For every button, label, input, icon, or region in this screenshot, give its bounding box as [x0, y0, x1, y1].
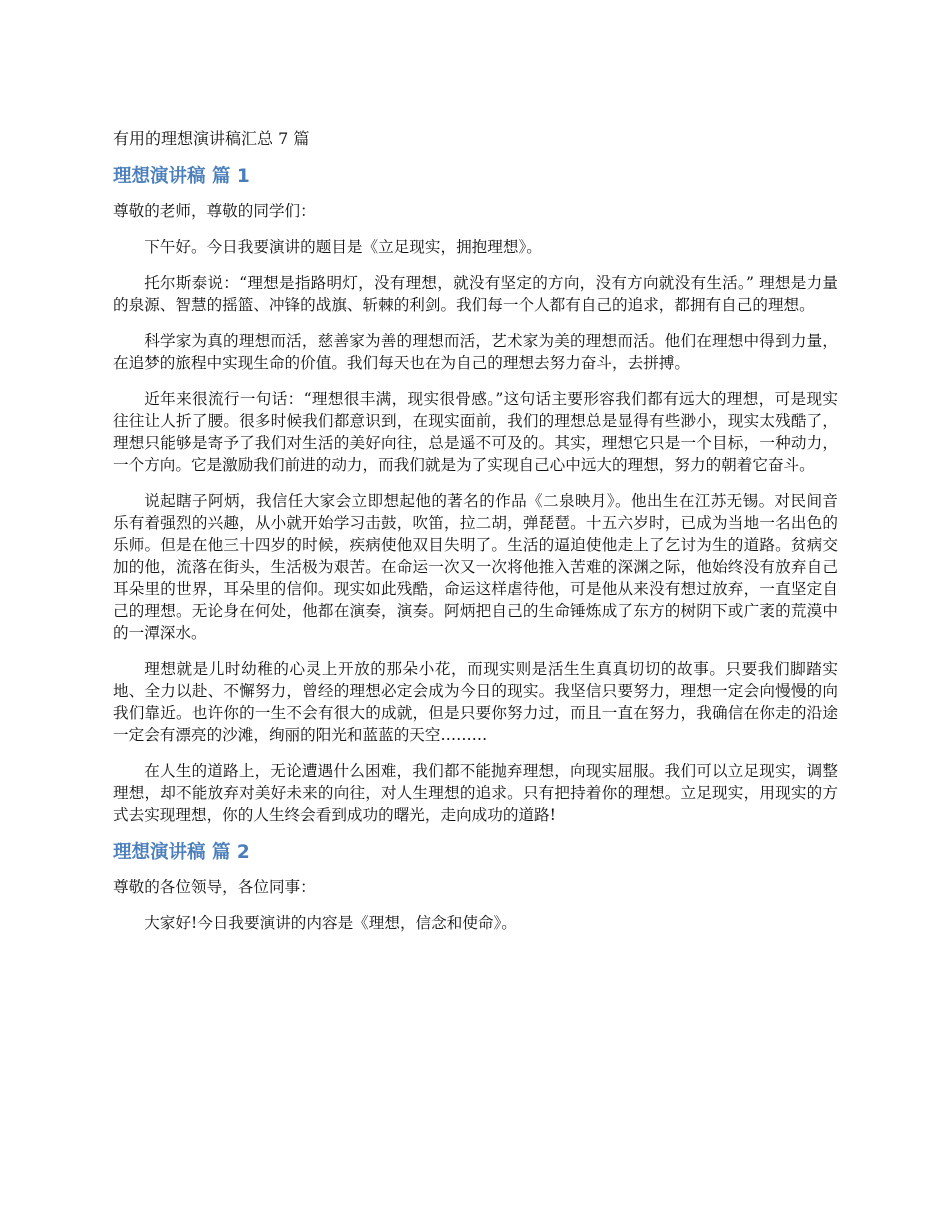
paragraph: 托尔斯泰说：“理想是指路明灯，没有理想，就没有坚定的方向，没有方向就没有生活。” 理想是力量的泉源、智慧的摇篮、冲锋的战旗、斩棘的利剑。我们每一个人都有自己的追求，都拥有自己的理想。	[113, 274, 838, 314]
section-heading: 理想演讲稿 篇 2	[113, 842, 250, 863]
paragraph: 科学家为真的理想而活，慈善家为善的理想而活，艺术家为美的理想而活。他们在理想中得到力量，在追梦的旅程中实现生命的价值。我们每天也在为自己的理想去努力奋斗，去拼搏。	[113, 332, 838, 372]
salutation: 尊敬的老师，尊敬的同学们：	[113, 202, 316, 220]
paragraph: 在人生的道路上，无论遭遇什么困难，我们都不能抛弃理想，向现实屈服。我们可以立足现实，调整理想，却不能放弃对美好未来的向往，对人生理想的追求。只有把持着你的理想。立足现实，用现实的方式去实现理想，你的人生终会看到成功的曙光，走向成功的道路!	[113, 762, 838, 824]
paragraph: 大家好!今日我要演讲的内容是《理想，信念和使命》。	[144, 914, 517, 932]
section-heading: 理想演讲稿 篇 1	[113, 166, 250, 187]
salutation: 尊敬的各位领导，各位同事：	[113, 878, 316, 896]
paragraph: 理想就是儿时幼稚的心灵上开放的那朵小花，而现实则是活生生真真切切的故事。只要我们脚踏实地、全力以赴、不懈努力，曾经的理想必定会成为今日的现实。我坚信只要努力，理想一定会向慢慢的向我们靠近。也许你的一生不会有很大的成就，但是只要你努力过，而且一直在努力，我确信在你走的沿途一定会有漂亮的沙滩，绚丽的阳光和蓝蓝的天空………	[113, 660, 838, 744]
paragraph: 下午好。今日我要演讲的题目是《立足现实，拥抱理想》。	[144, 238, 542, 256]
paragraph: 近年来很流行一句话：“理想很丰满，现实很骨感。”这句话主要形容我们都有远大的理想，可是现实往往让人折了腰。很多时候我们都意识到，在现实面前，我们的理想总是显得有些渺小，现实太残酷了，理想只能够是寄予了我们对生活的美好向往，总是遥不可及的。其实，理想它只是一个目标，一种动力，一个方向。它是激励我们前进的动力，而我们就是为了实现自己心中远大的理想，努力的朝着它奋斗。	[113, 390, 838, 474]
section-2	[113, 840, 838, 934]
section-1	[113, 164, 838, 826]
document-title: 有用的理想演讲稿汇总 7 篇	[113, 129, 310, 148]
paragraph: 说起瞎子阿炳，我信任大家会立即想起他的著名的作品《二泉映月》。他出生在江苏无锡。对民间音乐有着强烈的兴趣，从小就开始学习击鼓，吹笛，拉二胡，弹琵琶。十五六岁时，已成为当地一名出色的乐师。但是在他三十四岁的时候，疾病使他双目失明了。生活的逼迫使他走上了乞讨为生的道路。贫病交加的他，流落在街头，生活极为艰苦。在命运一次又一次将他推入苦难的深渊之际，他始终没有放弃自己耳朵里的世界，耳朵里的信仰。现实如此残酷，命运这样虐待他，可是他从来没有想过放弃，一直坚定自己的理想。无论身在何处，他都在演奏，演奏。阿炳把自己的生命锤炼成了东方的树阴下或广袤的荒漠中的一潭深水。	[113, 492, 838, 642]
